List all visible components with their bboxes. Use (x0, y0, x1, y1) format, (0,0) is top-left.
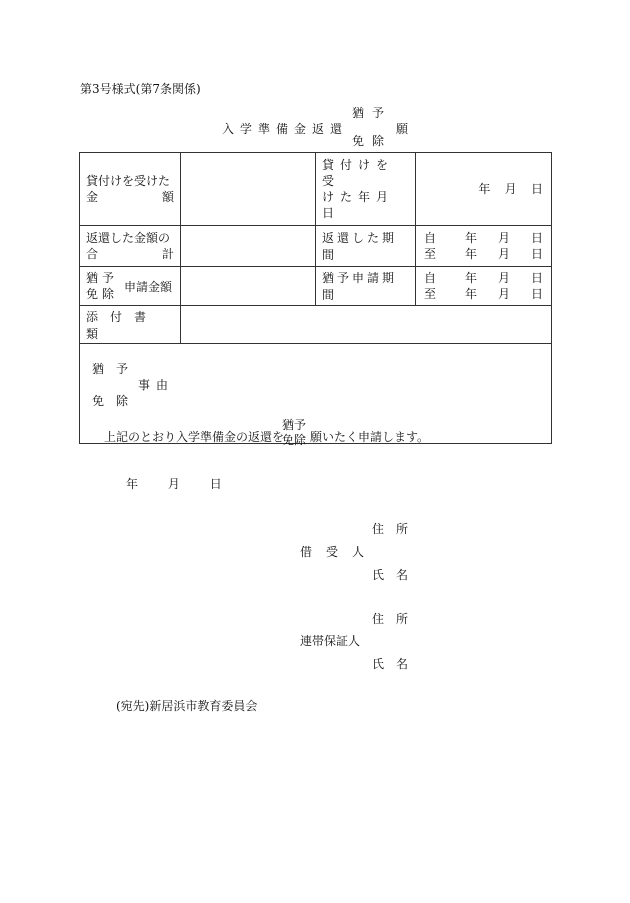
loan-amount-label-line1: 貸付けを受けた (86, 174, 171, 188)
deferral-period-label-cell (316, 267, 416, 306)
title-main: 入学準備金返還 (222, 122, 349, 136)
repaid-total-label-b: 計 (161, 247, 174, 261)
reason-option-exemption: 免除 (92, 394, 141, 408)
attachments-label: 添付書類 (86, 309, 159, 341)
repaid-period-label-cell (316, 226, 416, 267)
title-suffix: 願 (396, 122, 409, 136)
loan-date-month: 月 (504, 182, 517, 196)
guarantor-address-label: 住所 (372, 612, 421, 626)
title-option-exemption: 免除 (352, 134, 393, 148)
borrower-address-label: 住所 (372, 522, 421, 536)
deferral-from-day: 日 (530, 271, 543, 285)
statement-part2: 願いたく申請します。 (310, 430, 430, 444)
loan-amount-label-cell (80, 153, 181, 226)
requested-amount-label-cell (80, 267, 181, 306)
loan-date-year: 年 (478, 182, 491, 196)
loan-date-day: 日 (530, 182, 543, 196)
repaid-from-year: 年 (464, 231, 477, 245)
requested-amount-option-exemption: 免除 (86, 287, 119, 301)
application-date[interactable] (126, 475, 248, 492)
repaid-total-label-line1: 返還した金額の (86, 231, 171, 245)
repaid-period-to: 至 (424, 247, 437, 261)
loan-amount-field[interactable] (181, 153, 316, 226)
deferral-from-year: 年 (464, 271, 477, 285)
date-day: 日 (209, 477, 222, 491)
reason-option-deferral: 猶予 (92, 362, 141, 376)
loan-amount-label-a: 金 (86, 190, 99, 204)
date-year: 年 (126, 477, 139, 491)
repaid-total-field[interactable] (181, 226, 316, 267)
reason-label: 事由 (138, 378, 175, 392)
deferral-period-field[interactable] (416, 267, 552, 306)
statement-options (282, 418, 306, 448)
borrower-name-label: 氏名 (372, 568, 421, 582)
repaid-from-month: 月 (497, 231, 510, 245)
deferral-period-from: 自 (424, 271, 437, 285)
guarantor-name-label: 氏名 (372, 657, 421, 671)
loan-date-label-line2: けた年月日 (322, 190, 395, 220)
repaid-total-label-a: 合 (86, 247, 99, 261)
repaid-to-month: 月 (497, 247, 510, 261)
deferral-period-label: 猶予申請期間 (322, 271, 398, 302)
repaid-period-label: 返還した期間 (322, 231, 398, 262)
table-row (80, 226, 552, 267)
table-row (80, 306, 552, 344)
addressee: (宛先)新居浜市教育委員会 (116, 699, 258, 713)
statement-option-deferral: 猶予 (282, 418, 307, 432)
guarantor-role-label: 連帯保証人 (300, 634, 361, 648)
repaid-period-from: 自 (424, 231, 437, 245)
form-number-label: 第3号様式(第7条関係) (80, 82, 201, 96)
loan-date-field[interactable] (416, 153, 552, 226)
loan-date-label-cell (316, 153, 416, 226)
repaid-total-label-cell (80, 226, 181, 267)
deferral-to-month: 月 (497, 287, 510, 301)
statement-part1: 上記のとおり入学準備金の返還を (104, 430, 285, 444)
borrower-role-label: 借受人 (300, 545, 379, 559)
title-option-deferral: 猶予 (352, 106, 393, 120)
deferral-to-year: 年 (464, 287, 477, 301)
attachments-field[interactable] (181, 306, 552, 344)
date-month: 月 (167, 477, 180, 491)
attachments-label-cell (80, 306, 181, 344)
document-title (222, 104, 422, 148)
repaid-to-day: 日 (530, 247, 543, 261)
requested-amount-option-deferral: 猶予 (86, 271, 119, 285)
loan-amount-label-b: 額 (161, 190, 174, 204)
table-row (80, 153, 552, 226)
loan-date-label-line1: 貸付けを受 (322, 158, 395, 188)
table-row (80, 267, 552, 306)
deferral-to-day: 日 (530, 287, 543, 301)
deferral-from-month: 月 (497, 271, 510, 285)
repaid-from-day: 日 (530, 231, 543, 245)
requested-amount-label: 申請金額 (124, 279, 173, 294)
application-table (79, 152, 552, 444)
deferral-period-to: 至 (424, 287, 437, 301)
statement-option-exemption: 免除 (282, 433, 307, 447)
repaid-period-field[interactable] (416, 226, 552, 267)
repaid-to-year: 年 (464, 247, 477, 261)
requested-amount-field[interactable] (181, 267, 316, 306)
